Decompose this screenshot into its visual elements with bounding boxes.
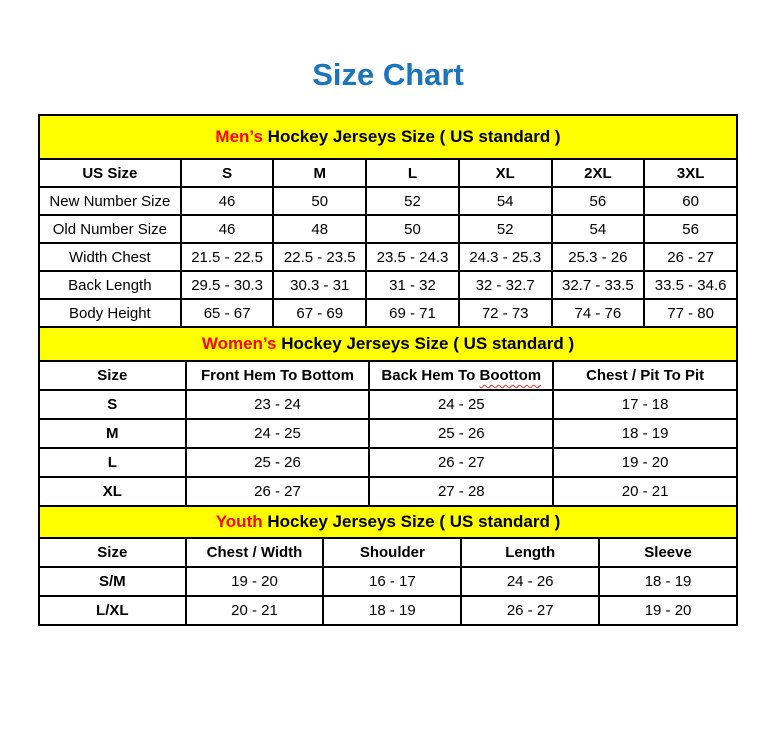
row-label: L: [39, 448, 186, 477]
value-cell: 25.3 - 26: [552, 243, 645, 271]
table-row: [39, 419, 737, 448]
column-header: Shoulder: [323, 538, 461, 567]
value-cell: 19 - 20: [599, 596, 737, 625]
column-header: Chest / Width: [186, 538, 324, 567]
table-row: [39, 187, 737, 215]
column-header: Front Hem To Bottom: [186, 361, 370, 390]
banner-highlight: Women’s: [201, 334, 277, 354]
mens-banner-row: [39, 115, 737, 159]
column-header: Chest / Pit To Pit: [553, 361, 737, 390]
column-header: [369, 361, 553, 390]
table-row: [39, 299, 737, 327]
value-cell: 20 - 21: [553, 477, 737, 506]
size-chart: [38, 114, 738, 626]
row-label: Body Height: [39, 299, 181, 327]
value-cell: 69 - 71: [366, 299, 459, 327]
value-cell: 25 - 26: [186, 448, 370, 477]
table-row: [39, 390, 737, 419]
mens-banner: [39, 115, 737, 159]
column-header: Size: [39, 538, 186, 567]
value-cell: 22.5 - 23.5: [273, 243, 366, 271]
banner-highlight: Men’s: [215, 127, 263, 147]
value-cell: 23.5 - 24.3: [366, 243, 459, 271]
value-cell: 24 - 26: [461, 567, 599, 596]
value-cell: 19 - 20: [553, 448, 737, 477]
value-cell: 56: [552, 187, 645, 215]
banner-text: Hockey Jerseys Size ( US standard ): [262, 512, 561, 532]
value-cell: 26 - 27: [644, 243, 737, 271]
column-header: S: [181, 159, 274, 187]
table-row: [39, 271, 737, 299]
value-cell: 29.5 - 30.3: [181, 271, 274, 299]
value-cell: 18 - 19: [323, 596, 461, 625]
row-label: L/XL: [39, 596, 186, 625]
column-header: 3XL: [644, 159, 737, 187]
column-header: Length: [461, 538, 599, 567]
banner-highlight: Youth: [215, 512, 263, 532]
youth-banner-row: [39, 506, 737, 538]
banner-text: Hockey Jerseys Size ( US standard ): [262, 127, 561, 147]
value-cell: 60: [644, 187, 737, 215]
value-cell: 24 - 25: [369, 390, 553, 419]
value-cell: 24.3 - 25.3: [459, 243, 552, 271]
value-cell: 31 - 32: [366, 271, 459, 299]
mens-size-table: [38, 114, 738, 328]
value-cell: 46: [181, 187, 274, 215]
column-header: US Size: [39, 159, 181, 187]
value-cell: 65 - 67: [181, 299, 274, 327]
row-label: Back Length: [39, 271, 181, 299]
value-cell: 30.3 - 31: [273, 271, 366, 299]
value-cell: 20 - 21: [186, 596, 324, 625]
youth-size-table: [38, 505, 738, 626]
value-cell: 26 - 27: [461, 596, 599, 625]
column-header: XL: [459, 159, 552, 187]
value-cell: 50: [273, 187, 366, 215]
row-label: M: [39, 419, 186, 448]
page-title: Size Chart: [312, 57, 464, 92]
youth-banner: [39, 506, 737, 538]
value-cell: 50: [366, 215, 459, 243]
value-cell: 24 - 25: [186, 419, 370, 448]
value-cell: 72 - 73: [459, 299, 552, 327]
womens-header-row: [39, 361, 737, 390]
value-cell: 18 - 19: [553, 419, 737, 448]
table-row: [39, 215, 737, 243]
row-label: S: [39, 390, 186, 419]
womens-size-table: [38, 326, 738, 507]
table-row: [39, 596, 737, 625]
value-cell: 18 - 19: [599, 567, 737, 596]
value-cell: 54: [459, 187, 552, 215]
value-cell: 54: [552, 215, 645, 243]
value-cell: 74 - 76: [552, 299, 645, 327]
value-cell: 46: [181, 215, 274, 243]
value-cell: 77 - 80: [644, 299, 737, 327]
column-header: 2XL: [552, 159, 645, 187]
value-cell: 52: [366, 187, 459, 215]
banner-text: Hockey Jerseys Size ( US standard ): [276, 334, 575, 354]
youth-header-row: [39, 538, 737, 567]
value-cell: 26 - 27: [369, 448, 553, 477]
value-cell: 32 - 32.7: [459, 271, 552, 299]
table-row: [39, 448, 737, 477]
row-label: S/M: [39, 567, 186, 596]
mens-header-row: [39, 159, 737, 187]
value-cell: 19 - 20: [186, 567, 324, 596]
row-label: Width Chest: [39, 243, 181, 271]
womens-banner-row: [39, 327, 737, 361]
value-cell: 56: [644, 215, 737, 243]
column-header: Size: [39, 361, 186, 390]
misspelled-word: Boottom: [479, 367, 542, 385]
row-label: New Number Size: [39, 187, 181, 215]
column-header: M: [273, 159, 366, 187]
table-row: [39, 243, 737, 271]
table-row: [39, 567, 737, 596]
value-cell: 21.5 - 22.5: [181, 243, 274, 271]
value-cell: 25 - 26: [369, 419, 553, 448]
value-cell: 67 - 69: [273, 299, 366, 327]
value-cell: 27 - 28: [369, 477, 553, 506]
row-label: XL: [39, 477, 186, 506]
value-cell: 32.7 - 33.5: [552, 271, 645, 299]
column-header: L: [366, 159, 459, 187]
value-cell: 23 - 24: [186, 390, 370, 419]
value-cell: 33.5 - 34.6: [644, 271, 737, 299]
value-cell: 26 - 27: [186, 477, 370, 506]
value-cell: 52: [459, 215, 552, 243]
column-header-text: Back Hem To: [381, 367, 480, 385]
value-cell: 48: [273, 215, 366, 243]
womens-banner: [39, 327, 737, 361]
table-row: [39, 477, 737, 506]
row-label: Old Number Size: [39, 215, 181, 243]
value-cell: 16 - 17: [323, 567, 461, 596]
value-cell: 17 - 18: [553, 390, 737, 419]
column-header: Sleeve: [599, 538, 737, 567]
